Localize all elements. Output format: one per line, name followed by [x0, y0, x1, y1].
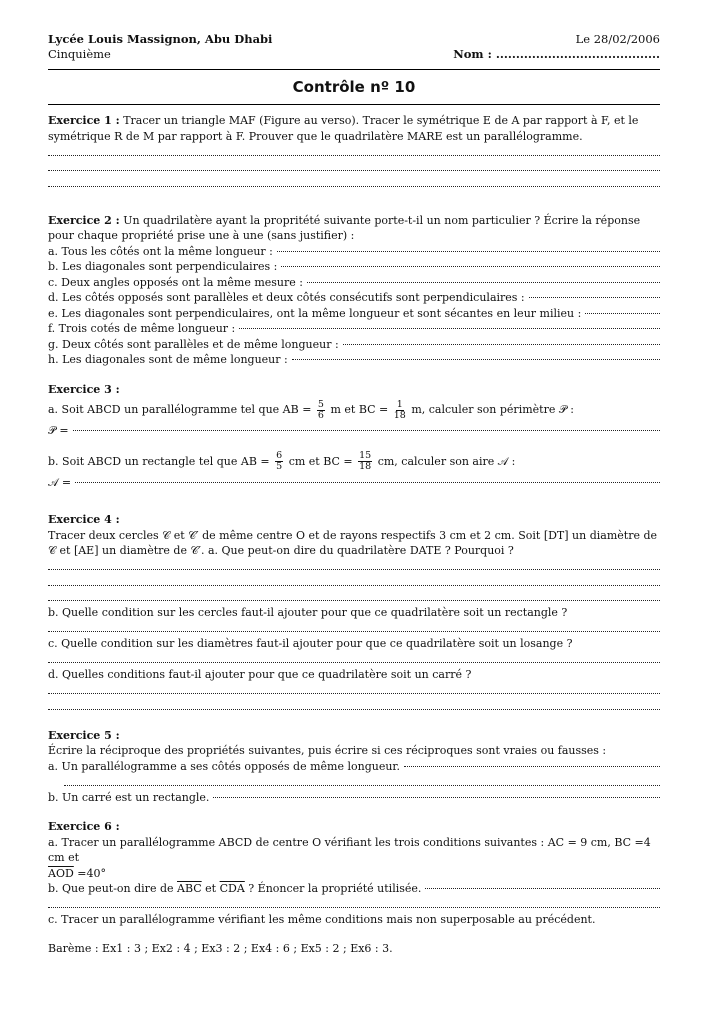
area-label: 𝒜 = [48, 475, 72, 489]
angle-abc: $\overline{ABC}$ [177, 882, 202, 895]
part-b-text: b. Soit ABCD un rectangle tel que AB = [48, 454, 270, 468]
answer-line[interactable] [239, 328, 660, 329]
answer-line[interactable] [48, 652, 660, 668]
exercise-5 [48, 728, 660, 806]
part-a-end-text: m, calculer son périmètre 𝒫 : [411, 403, 574, 416]
fraction-denominator: 18 [359, 461, 372, 472]
angle-cda: $\overline{CDA}$ [219, 882, 245, 895]
class-level: Cinquième [48, 47, 111, 61]
list-item [48, 759, 660, 775]
header-rule [48, 69, 660, 70]
exercise-1-text: Tracer un triangle MAF (Figure au verso). Tracer le symétrique E de A par rapport à F, et le symétrique R de M par rapport à F. Prouver que le quadrilatère MARE est un parallélogramme. [48, 114, 639, 143]
grading-scale: Barème : Ex1 : 3 ; Ex2 : 4 ; Ex3 : 2 ; Ex4 : 6 ; Ex5 : 2 ; Ex6 : 3. [48, 941, 393, 955]
answer-line[interactable] [343, 344, 660, 345]
conjunction: et [205, 882, 217, 895]
exercise-5-text: Écrire la réciproque des propriétés suivantes, puis écrire si ces réciproques sont vraies ou fausses : [48, 744, 607, 757]
fraction-ab [275, 451, 283, 472]
fraction-numerator: 6 [276, 450, 283, 461]
exercise-6-part-b [48, 881, 660, 897]
answer-line[interactable] [48, 698, 660, 714]
area-answer-line [48, 475, 660, 491]
fraction-bc [358, 451, 372, 472]
item-a-text: a. Tous les côtés ont la même longueur : [48, 244, 273, 258]
angle-value: =40° [77, 866, 106, 880]
exercise-4-part-b: b. Quelle condition sur les cercles faut-il ajouter pour que ce quadrilatère soit un rectangle ? [48, 606, 568, 619]
list-item [48, 790, 660, 806]
part-a-mid-text: m et BC = [330, 403, 389, 416]
item-h-text: h. Les diagonales sont de même longueur : [48, 353, 288, 366]
item-b-text: b. Un carré est un rectangle. [48, 790, 210, 804]
answer-line[interactable] [48, 683, 660, 699]
answer-line[interactable] [281, 266, 660, 267]
part-b-text [48, 881, 421, 897]
perimeter-label: 𝒫 = [48, 424, 69, 437]
exercise-4-part-c: c. Quelle condition sur les diamètres faut-il ajouter pour que ce quadrilatère soit un losange ? [48, 637, 573, 650]
answer-line[interactable] [48, 621, 660, 637]
school-name: Lycée Louis Massignon, Abu Dhabi [48, 32, 273, 46]
fraction-numerator: 15 [359, 450, 372, 461]
exercise-6-part-a: a. Tracer un parallélogramme ABCD de centre O vérifiant les trois conditions suivantes : AC = 9 cm, BC =4 cm et [48, 835, 651, 864]
part-b-end-text: cm, calculer son aire 𝒜 : [377, 454, 516, 468]
list-item [48, 275, 660, 291]
list-item [48, 352, 660, 368]
worksheet-page [48, 32, 660, 955]
answer-line[interactable] [213, 797, 660, 798]
header-second-row [48, 47, 660, 62]
item-c-text: c. Deux angles opposés ont la même mesure : [48, 275, 303, 289]
list-item [48, 290, 660, 306]
part-a-text: a. Soit ABCD un parallélogramme tel que AB = [48, 403, 312, 416]
exercise-1-title: Exercice 1 : [48, 114, 120, 127]
angle-aod: $\overline{AOD}$ [48, 866, 74, 880]
exercise-6 [48, 819, 660, 928]
fraction-bc [394, 400, 406, 421]
item-a-text: a. Un parallélogramme a ses côtés opposés de même longueur. [48, 759, 400, 773]
page-title: Contrôle nº 10 [292, 78, 416, 96]
answer-line[interactable] [48, 574, 660, 590]
answer-line[interactable] [48, 590, 660, 606]
exercise-3-part-a [48, 397, 660, 423]
answer-line[interactable] [48, 897, 660, 913]
exercise-6-title: Exercice 6 : [48, 820, 120, 833]
fraction-numerator: 5 [317, 398, 324, 410]
answer-line[interactable] [75, 482, 660, 483]
answer-line[interactable] [307, 282, 660, 283]
exercise-4-title: Exercice 4 : [48, 513, 120, 526]
perimeter-answer-line [48, 423, 660, 439]
answer-line[interactable] [64, 774, 660, 790]
list-item [48, 321, 660, 337]
fraction-numerator: 1 [396, 398, 403, 410]
answer-line[interactable] [585, 313, 660, 314]
item-e-text: e. Les diagonales sont perpendiculaires, ont la même longueur et sont sécantes en leur milieu : [48, 306, 582, 320]
exercise-4-text: Tracer deux cercles 𝒞 et 𝒞′ de même centre O et de rayons respectifs 3 cm et 2 cm. Soit [DT] un diamètre de 𝒞 et [AE] un diamètre de 𝒞′. a. Que peut-on dire du quadrilatère DATE ? Pourquoi ? [48, 528, 658, 557]
answer-line[interactable] [292, 359, 660, 360]
item-d-text: d. Les côtés opposés sont parallèles et deux côtés consécutifs sont perpendiculaires : [48, 291, 525, 304]
exercise-4 [48, 512, 660, 714]
exercise-2-text: Un quadrilatère ayant la propritété suivante porte-t-il un nom particulier ? Écrire la réponse pour chaque propriété prise une à une (sans justifier) : [48, 213, 641, 242]
answer-line[interactable] [404, 766, 660, 767]
answer-line[interactable] [48, 160, 660, 176]
part-b-mid-text: cm et BC = [288, 454, 353, 468]
answer-line[interactable] [425, 888, 660, 889]
item-f-text: f. Trois cotés de même longueur : [48, 322, 236, 335]
list-item [48, 244, 660, 260]
item-b-text: b. Les diagonales sont perpendiculaires : [48, 260, 278, 273]
list-item [48, 337, 660, 353]
fraction-denominator: 5 [276, 461, 283, 472]
exercise-3-part-b [48, 449, 660, 475]
exercise-2 [48, 213, 660, 368]
list-item [48, 259, 660, 275]
name-field-label: Nom : ......................................... [453, 47, 660, 61]
title-rule [48, 104, 660, 105]
exercise-2-title: Exercice 2 : [48, 213, 120, 227]
fraction-ab [317, 400, 325, 421]
exercise-6-part-c: c. Tracer un parallélogramme vérifiant les même conditions mais non superposable au précédent. [48, 913, 596, 926]
answer-line[interactable] [277, 251, 660, 252]
exercise-5-title: Exercice 5 : [48, 728, 120, 742]
item-g-text: g. Deux côtés sont parallèles et de même longueur : [48, 337, 339, 351]
exercise-3 [48, 382, 660, 491]
exercise-6-angle-condition [48, 866, 660, 882]
part-b-suffix: ? Énoncer la propriété utilisée. [248, 882, 422, 895]
header-top-row [48, 32, 660, 47]
answer-line[interactable] [73, 430, 660, 431]
test-date: Le 28/02/2006 [575, 32, 660, 46]
fraction-denominator: 6 [317, 409, 324, 421]
answer-line[interactable] [48, 144, 660, 160]
part-b-prefix: b. Que peut-on dire de [48, 882, 174, 895]
answer-line[interactable] [48, 559, 660, 575]
answer-line[interactable] [48, 175, 660, 191]
exercise-3-title: Exercice 3 : [48, 382, 120, 396]
exercise-1 [48, 113, 660, 191]
list-item [48, 306, 660, 322]
answer-line[interactable] [529, 297, 660, 298]
fraction-denominator: 18 [393, 409, 406, 421]
exercise-4-part-d: d. Quelles conditions faut-il ajouter pour que ce quadrilatère soit un carré ? [48, 668, 472, 681]
